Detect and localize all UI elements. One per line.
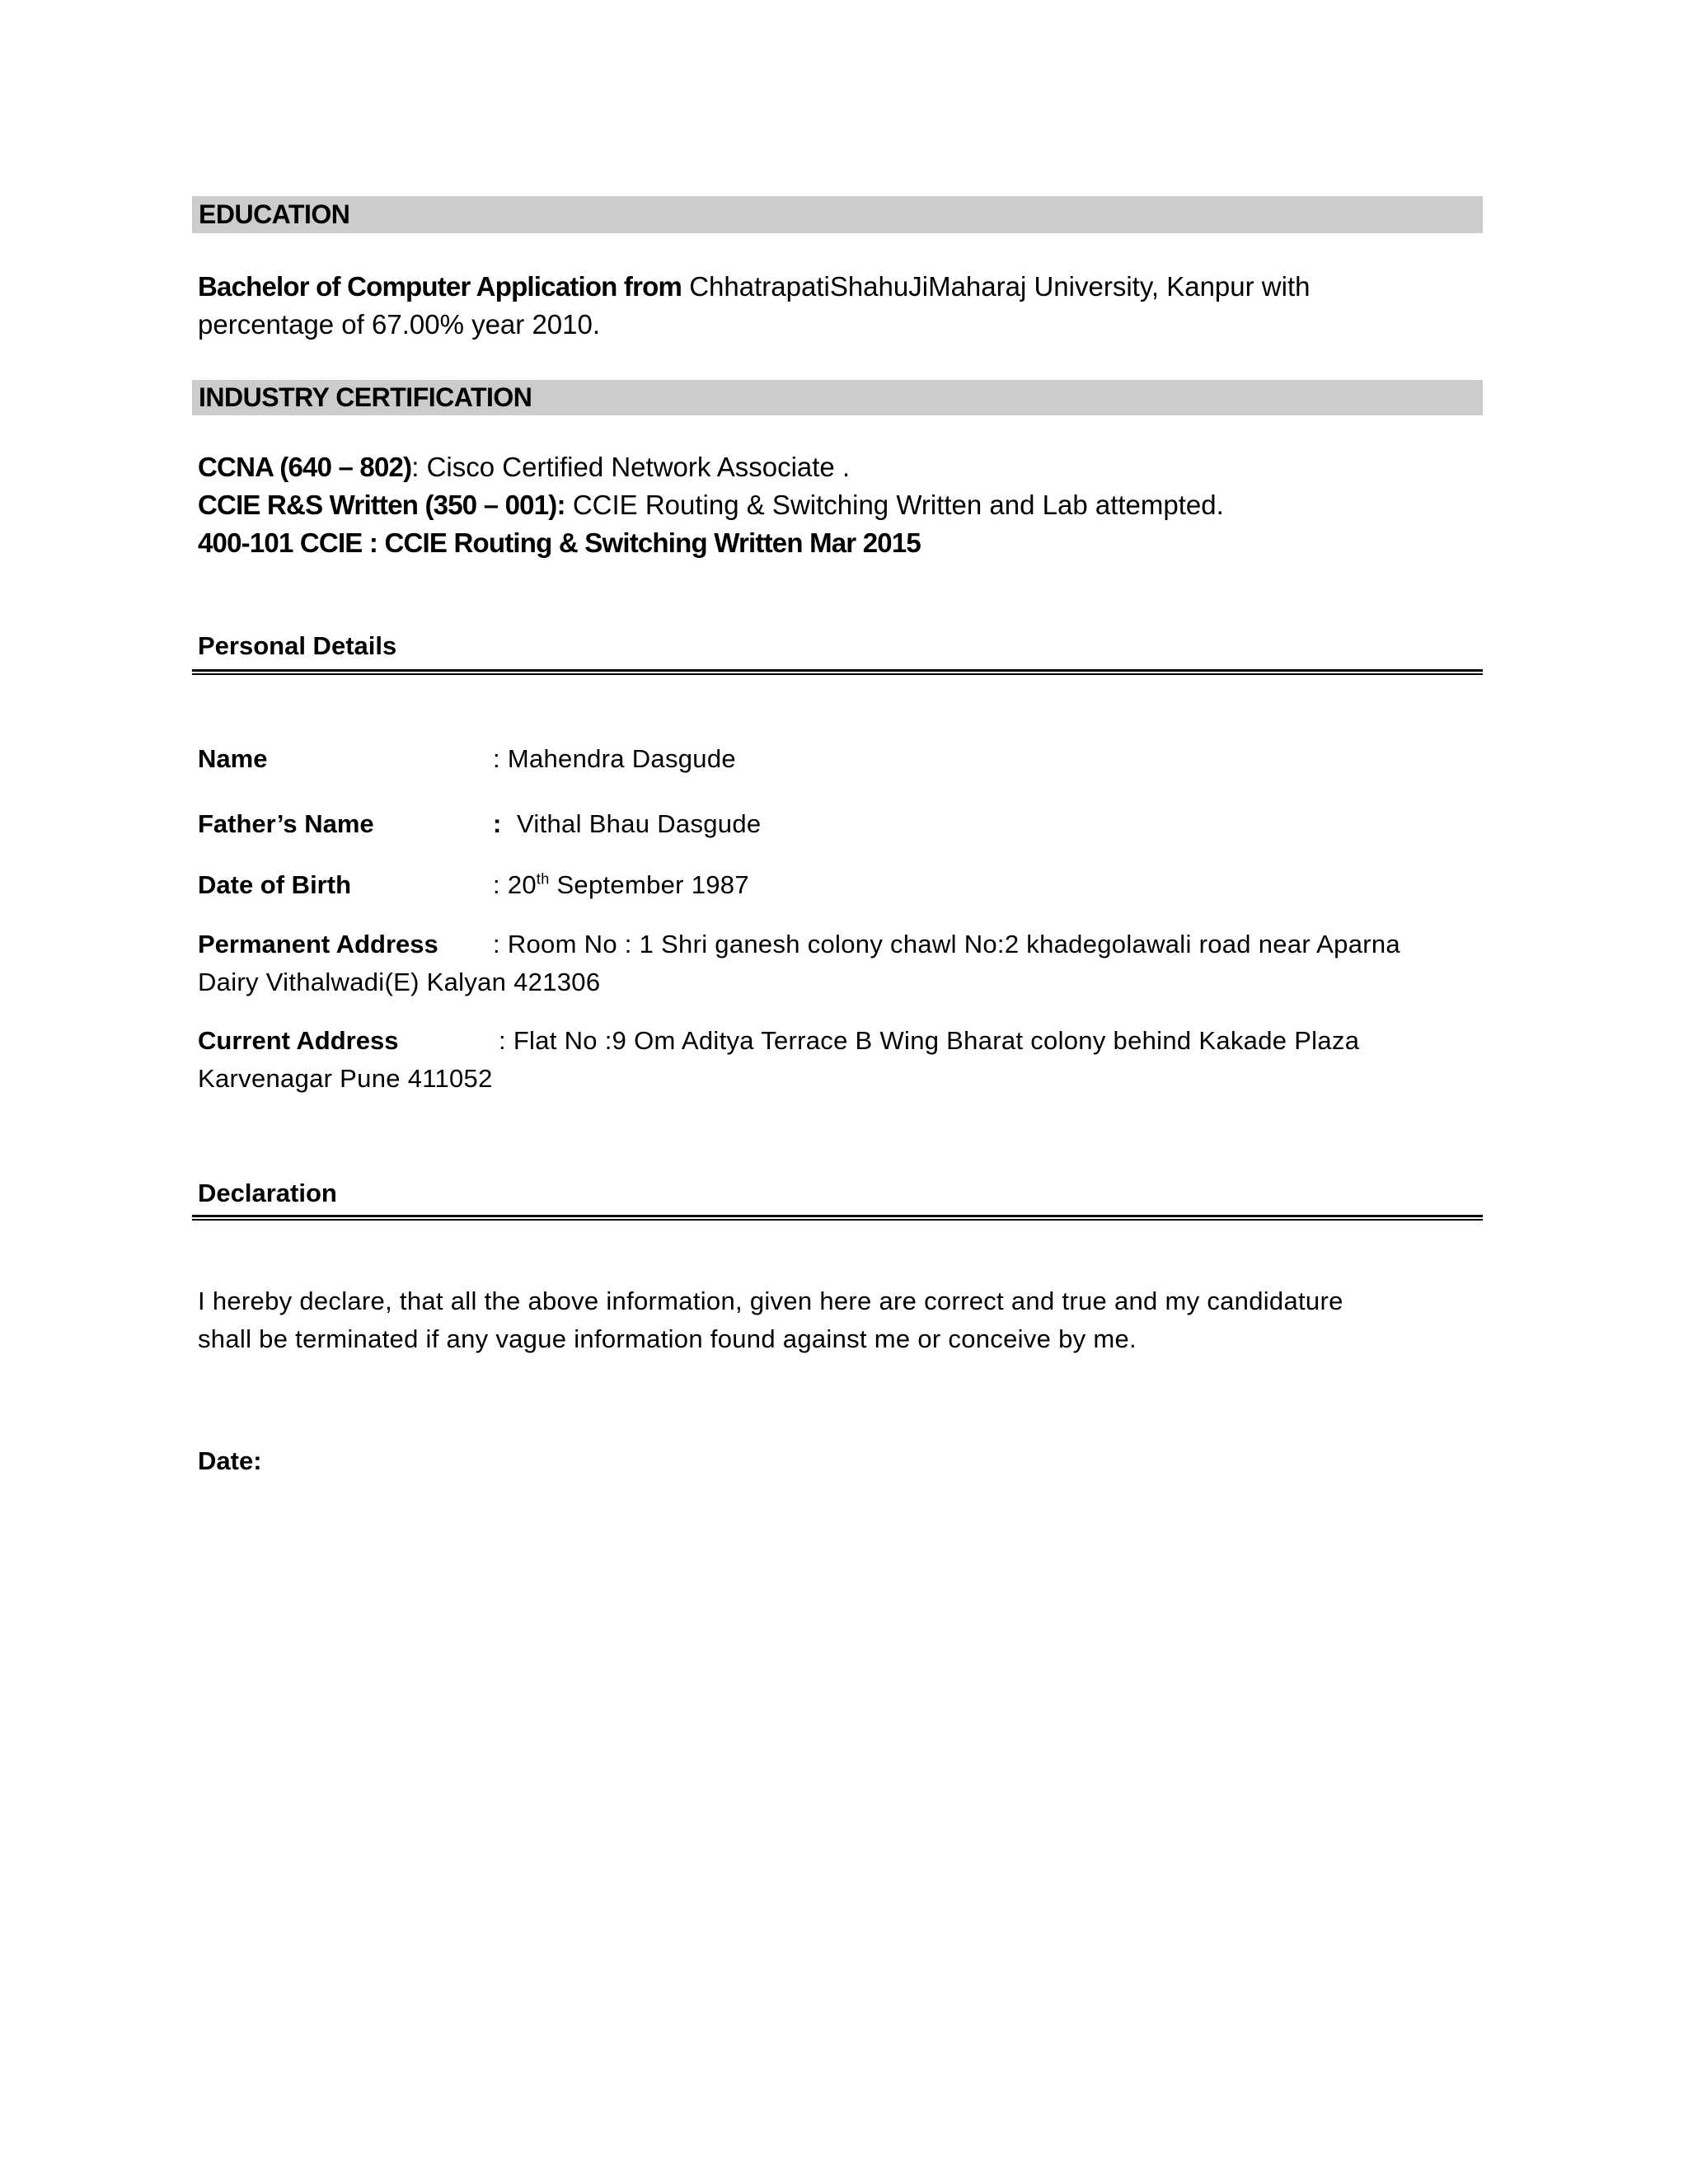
certification-item: CCIE R&S Written (350 – 001): CCIE Routing & Switching Written and Lab attempted. [198,490,1224,520]
declaration-text-line1: I hereby declare, that all the above information, given here are correct and true and my candidature [198,1286,1343,1315]
father-name-value: Vithal Bhau Dasgude [517,809,762,838]
father-name-label: Father’s Name [198,809,374,838]
name-label: Name [198,744,268,773]
education-heading: EDUCATION [199,199,350,229]
permanent-address-label: Permanent Address [198,930,438,958]
declaration-text-line2: shall be terminated if any vague information found against me or conceive by me. [198,1324,1137,1353]
certification-item: 400-101 CCIE : CCIE Routing & Switching Written Mar 2015 [198,527,921,558]
declaration-heading: Declaration [198,1179,337,1207]
permanent-address-line2: Dairy Vithalwadi(E) Kalyan 421306 [198,968,601,996]
name-value: : Mahendra Dasgude [493,744,736,773]
personal-details-heading: Personal Details [198,631,397,660]
education-degree-line [198,268,1310,306]
certification-item: CCNA (640 – 802): Cisco Certified Network Associate . [198,452,851,482]
dob-label: Date of Birth [198,870,351,899]
current-address-label: Current Address [198,1026,399,1055]
current-address-line2: Karvenagar Pune 411052 [198,1064,493,1093]
permanent-address-value: : Room No : 1 Shri ganesh colony chawl No:2 khadegolawali road near Aparna [493,930,1400,958]
education-degree-line2: percentage of 67.00% year 2010. [198,309,601,340]
education-heading-bar [192,196,1483,233]
education-degree-bold: Bachelor of Computer Application from [198,271,682,302]
current-address-value: : Flat No :9 Om Aditya Terrace B Wing Bharat colony behind Kakade Plaza [499,1026,1360,1055]
dob-value: : 20th September 1987 [493,870,749,899]
date-label: Date: [198,1446,262,1475]
certification-heading-bar [192,380,1483,415]
declaration-divider [192,1215,1483,1221]
father-name-colon: : [493,809,502,838]
education-degree-text: ChhatrapatiShahuJiMaharaj University, Kanpur with [682,271,1311,302]
personal-details-divider [192,669,1483,675]
certification-heading: INDUSTRY CERTIFICATION [199,382,532,412]
